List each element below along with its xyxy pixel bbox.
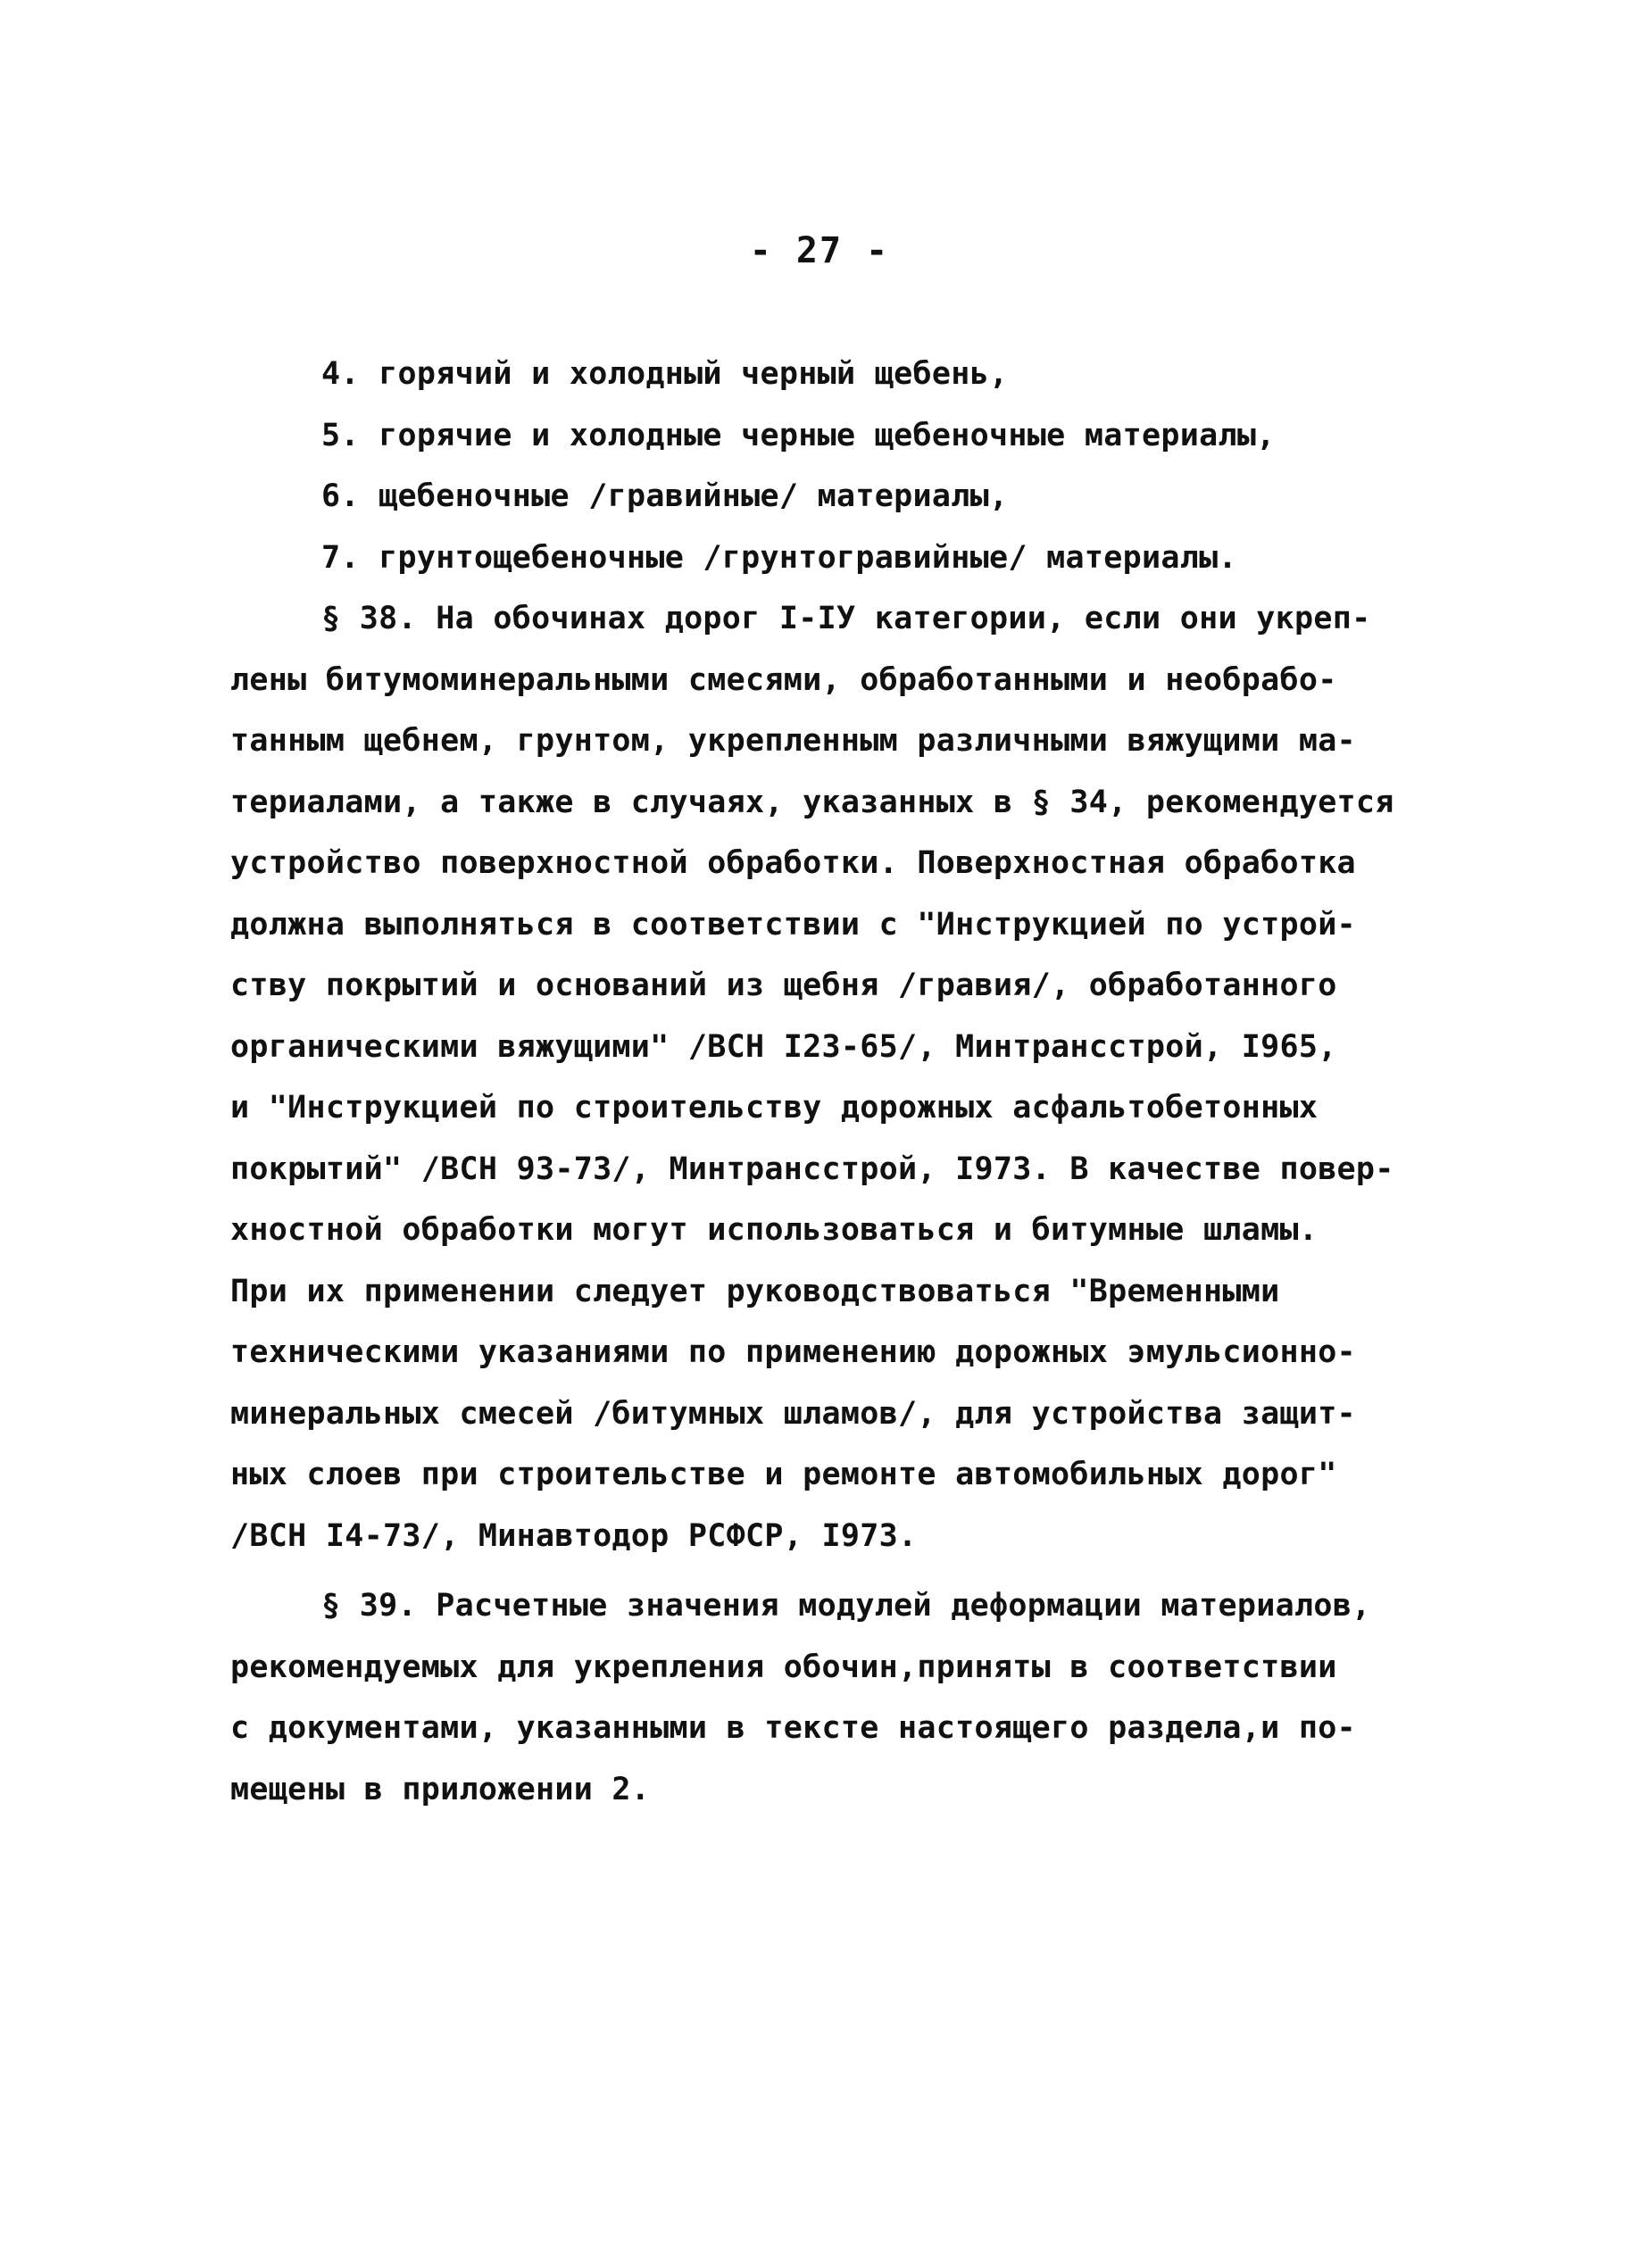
paragraph-38-line: устройство поверхностной обработки. Поверхностная обработка [230, 845, 1356, 881]
paragraph-38-line: /ВСН I4-73/, Минавтодор РСФСР, I973. [230, 1517, 918, 1554]
paragraph-38-line: органическими вяжущими" /ВСН I23-65/, Минтрансстрой, I965, [230, 1028, 1337, 1065]
paragraph-38-line: хностной обработки могут использоваться и битумные шламы. [230, 1212, 1319, 1248]
paragraph-spacer [230, 1566, 1391, 1575]
paragraph-38-line: ству покрытий и оснований из щебня /гравия/, обработанного [230, 968, 1337, 1003]
paragraph-38-line: покрытий" /ВСН 93-73/, Минтрансстрой, I973. В качестве повер- [230, 1151, 1394, 1187]
paragraph-38-line: танным щебнем, грунтом, укрепленным различными вяжущими ма- [230, 723, 1356, 759]
paragraph-39-line: § 39. Расчетные значения модулей деформации материалов, [321, 1588, 1371, 1624]
paragraph-39-line: с документами, указанными в тексте настоящего раздела,и по- [230, 1710, 1356, 1746]
paragraph-39-line: рекомендуемых для укрепления обочин,приняты в соответствии [230, 1649, 1337, 1685]
list-item: 4. горячий и холодный черный щебень, [321, 356, 1009, 392]
paragraph-38-line: техническими указаниями по применению дорожных эмульсионно- [230, 1334, 1356, 1370]
paragraph-38-line: При их применении следует руководствоваться "Временными [230, 1273, 1280, 1309]
paragraph-38-line: и "Инструкцией по строительству дорожных асфальтобетонных [230, 1090, 1319, 1126]
list-item: 7. грунтощебеночные /грунтогравийные/ материалы. [321, 539, 1237, 576]
paragraph-38-line: териалами, а также в случаях, указанных в § 34, рекомендуется [230, 784, 1394, 820]
paragraph-38-line: лены битумоминеральными смесями, обработанными и необрабо- [230, 661, 1337, 698]
paragraph-38-line: § 38. На обочинах дорог I-IУ категории, если они укреп- [321, 601, 1371, 636]
paragraph-38-line: минеральных смесей /битумных шламов/, для устройства защит- [230, 1395, 1356, 1432]
text-block [230, 344, 1394, 1820]
paragraph-38-line: ных слоев при строительстве и ремонте автомобильных дорог" [230, 1457, 1337, 1492]
paragraph-38-line: должна выполняться в соответствии с "Инструкцией по устрой- [230, 906, 1356, 943]
list-item: 6. щебеночные /гравийные/ материалы, [321, 478, 1009, 514]
paragraph-39-line: мещены в приложении 2. [230, 1771, 651, 1807]
list-item: 5. горячие и холодные черные щебеночные материалы, [321, 417, 1276, 453]
page-number: - 27 - [749, 230, 890, 271]
